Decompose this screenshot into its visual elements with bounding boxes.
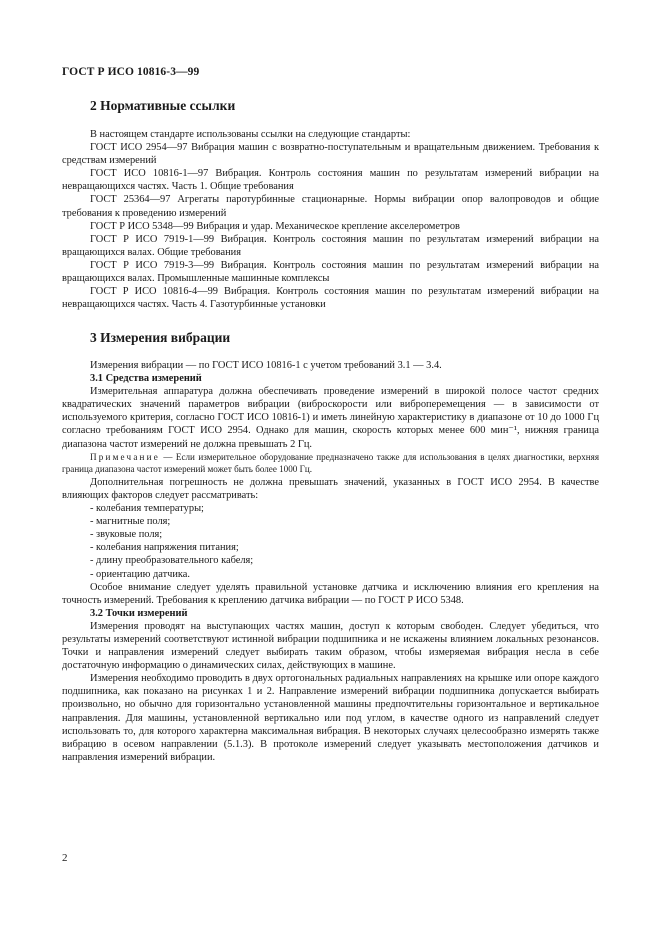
list-item: - ориентацию датчика.: [90, 568, 190, 580]
section-3-intro: Измерения вибрации — по ГОСТ ИСО 10816-1 с учетом требований 3.1 — 3.4.: [90, 360, 442, 371]
note: [62, 451, 599, 476]
subsection-3-1-paragraph: Измерительная аппаратура должна обеспечивать проведение измерений в широкой полосе частот средних квадратических значений параметров вибрации (виброскорости или виброперемещения — в зависимости от используемого критерия, согласно ГОСТ ИСО 10816-1) и иметь линейную характеристику в диапазоне от 10 до 1000 Гц согласно требованиям ГОСТ ИСО 2954. Однако для машин, скорость которых менее 600 мин⁻¹, нижняя граница диапазона частот измерений не должна превышать 2 Гц.: [62, 386, 599, 450]
list-item: - звуковые поля;: [90, 529, 163, 541]
reference-item: ГОСТ Р ИСО 7919-3—99 Вибрация. Контроль состояния машин по результатам измерений вибрации на вращающихся валах. Промышленные машинные комплексы: [62, 259, 599, 285]
list-item: - магнитные поля;: [90, 516, 171, 528]
list-item: - длину преобразовательного кабеля;: [90, 555, 254, 567]
subsection-3-2-paragraph: Измерения необходимо проводить в двух ортогональных радиальных направлениях на крышке или опоре каждого подшипника, как показано на рисунках 1 и 2. Направление измерений вибрации подшипника допускается выбирать произвольно, но обычно для горизонтально установленной машины предпочтительны горизонтальное и вертикальное направления. Для машины, установленной вертикально или под углом, в качестве одного из направлений следует использовать то, для которого характерна максимальная вибрация. В некоторых случаях целесообразно измерять также вибрацию в осевом направлении (5.1.3). В протоколе измерений следует указывать местоположения датчиков и направления измерений вибрации.: [62, 673, 599, 763]
list-item: - колебания температуры;: [90, 503, 204, 515]
reference-item: ГОСТ ИСО 2954—97 Вибрация машин с возвратно-поступательным и вращательным движением. Требования к средствам измерений: [62, 142, 599, 167]
subsection-3-1-paragraph: Дополнительная погрешность не должна превышать значений, указанных в ГОСТ ИСО 2954. В качестве влияющих факторов следует рассматривать:: [62, 476, 599, 501]
reference-item: ГОСТ ИСО 10816-1—97 Вибрация. Контроль состояния машин по результатам измерений вибрации на невращающихся частях. Часть 1. Общие требования: [62, 168, 599, 193]
subsection-3-1-title: 3.1 Средства измерений: [90, 373, 202, 385]
list-item: - колебания напряжения питания;: [90, 542, 239, 554]
section-3-body: [62, 359, 599, 764]
section-2-body: [62, 128, 599, 311]
reference-item: ГОСТ Р ИСО 5348—99 Вибрация и удар. Механическое крепление акселерометров: [90, 220, 460, 232]
note-text: — Если измерительное оборудование предназначено также для использования в целях диагностики, верхняя граница диапазона частот измерений может быть более 1000 Гц.: [62, 451, 599, 475]
page-number: 2: [62, 852, 68, 864]
subsection-3-2-title: 3.2 Точки измерений: [90, 607, 188, 619]
section-3-title: 3 Измерения вибрации: [90, 330, 231, 345]
reference-item: ГОСТ Р ИСО 10816-4—99 Вибрация. Контроль состояния машин по результатам измерений вибрации на невращающихся частях. Часть 4. Газотурбинные установки: [62, 286, 599, 311]
subsection-3-1-paragraph: Особое внимание следует уделять правильной установке датчика и исключению влияния его крепления на точность измерений. Требования к креплению датчика вибрации — по ГОСТ Р ИСО 5348.: [62, 581, 599, 606]
note-label: Примечание: [90, 451, 160, 462]
reference-item: ГОСТ 25364—97 Агрегаты паротурбинные стационарные. Нормы вибрации опор валопроводов и общие требования к проведению измерений: [62, 194, 599, 219]
section-2-intro: В настоящем стандарте использованы ссылки на следующие стандарты:: [90, 129, 411, 140]
subsection-3-2-paragraph: Измерения проводят на выступающих частях машин, доступ к которым свободен. Следует убедиться, что результаты измерений соответствуют истинной вибрации подшипника и не искажены влиянием локальных резонансов. Точки и направления измерений следует выбирать таким образом, чтобы измеряемая вибрация несла в себе достаточную информацию о динамических силах, действующих в машине.: [62, 620, 599, 672]
reference-item: ГОСТ Р ИСО 7919-1—99 Вибрация. Контроль состояния машин по результатам измерений вибрации на вращающихся валах. Общие требования: [62, 233, 599, 258]
section-2-title: 2 Нормативные ссылки: [90, 98, 236, 113]
document-header: ГОСТ Р ИСО 10816-3—99: [62, 66, 200, 78]
